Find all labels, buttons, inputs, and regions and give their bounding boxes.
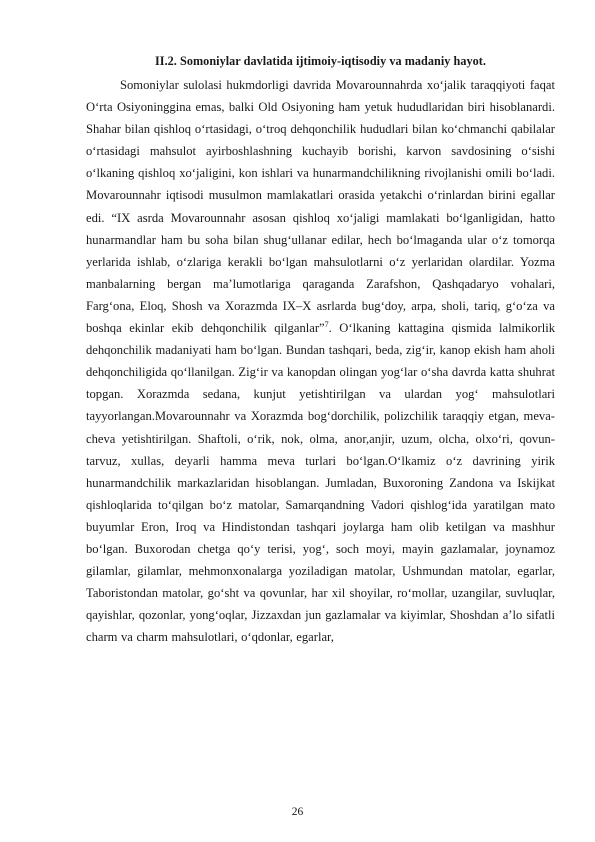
- paragraph-text-part1: Somoniylar sulolasi hukmdorligi davrida Movarounnahrda xo‘jalik taraqqiyoti faqat O‘rta Osiyoninggina emas, balki Old Osiyoning ham yetuk hududlaridan biri hisoblanardi. Shahar bilan qishloq o‘rtasidagi, o‘troq dehqonchilik hududlari bilan ko‘chmanchi qabilalar o‘rtasidagi mahsulot ayirboshlashning kuchayib borishi, karvon savdosining o‘sishi o‘lkaning qishloq xo‘jaligini, kon ishlari va hunarmandchilikning rivojlanishi omili bo‘ladi. Movarounnahr iqtisodi musulmon mamlakatlari orasida yetakchi o‘rinlardan birini egallar edi. “IX asrda Movarounnahr asosan qishloq xo‘jaligi mamlakati bo‘lganligidan, hatto hunarmandlar ham bu soha bilan shug‘ullanar edilar, hech bo‘lmaganda ular o‘z tomorqa yerlarida ishlab, o‘zlariga kerakli bo‘lgan mahsulotlarni o‘z yerlaridan olardilar. Yozma manbalarning bergan ma’lumotlariga qaraganda Zarafshon, Qashqadaryo vohalari, Farg‘ona, Eloq, Shosh va Xorazmda IX–X asrlarda bug‘doy, arpa, sholi, tariq, g‘o‘za va boshqa ekinlar ekib dehqonchilik qilganlar”: [86, 78, 555, 336]
- section-heading: II.2. Somoniylar davlatida ijtimoiy-iqtisodiy va madaniy hayot.: [154, 54, 486, 68]
- page-number: 26: [291, 806, 304, 818]
- paragraph-text-part2: . O‘lkaning kattagina qismida lalmikorlik dehqonchilik madaniyati ham bo‘lgan. Bundan tashqari, beda, zig‘ir, kanop ekish ham aholi dehqonchiligida qo‘llanilgan. Zig‘ir va kanopdan olingan yog‘lar o‘sha davrda katta shuhrat topgan. Xorazmda sedana, kunjut yetishtirilgan va ulardan yog‘ mahsulotlari tayyorlangan.Movarounnahr va Xorazmda bog‘dorchilik, polizchilik taraqqiy etgan, meva-cheva yetishtirilgan. Shaftoli, o‘rik, nok, olma, anor,anjir, uzum, olcha, olxo‘ri, qovun-tarvuz, xullas, deyarli hamma meva turlari bo‘lgan.O‘lkamiz o‘z davrining yirik hunarmandchilik markazlaridan hisoblangan. Jumladan, Buxoroning Zandona va Iskijkat qishloqlarida to‘qilgan bo‘z matolar, Samarqandning Vadori qishlog‘ida yaratilgan mato buyumlar Eron, Iroq va Hindistondan tashqari joylarga ham olib ketilgan va mashhur bo‘lgan. Buxorodan chetga qo‘y terisi, yog‘, soch moyi, mayin gazlamalar, joynamoz gilamlar, gilamlar, mehmonxonalarga yoziladigan matolar, Ushmundan matolar, egarlar, Taboristondan matolar, go‘sht va qovunlar, har xil shoyilar, ro‘mollar, uzangilar, suvluqlar, qayishlar, qozonlar, yong‘oqlar, Jizzaxdan jun gazlamalar va kiyimlar, Shoshdan a’lo sifatli charm va charm mahsulotlari, o‘qdonlar, egarlar,: [86, 321, 555, 645]
- document-page: [86, 50, 555, 648]
- body-paragraph: [86, 74, 555, 648]
- footnote-reference[interactable]: 7: [324, 319, 329, 329]
